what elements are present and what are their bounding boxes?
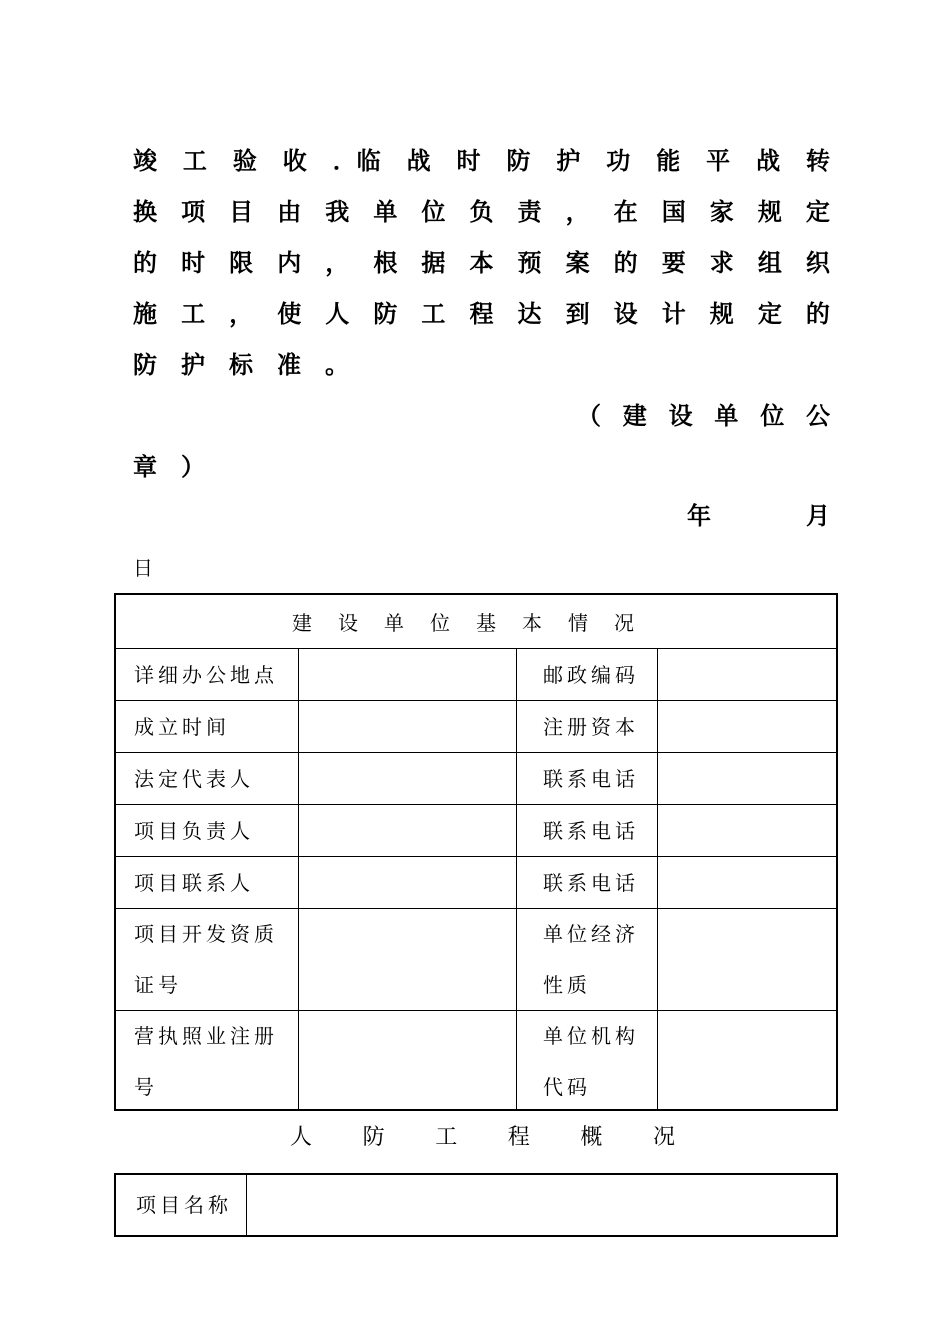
paragraph-char: 到 bbox=[565, 299, 590, 328]
seal-char: 位 bbox=[760, 401, 785, 430]
paragraph-char: 目 bbox=[229, 197, 254, 226]
paragraph-char: 国 bbox=[661, 197, 686, 226]
column-divider bbox=[298, 649, 299, 1109]
paragraph-char: 准 bbox=[277, 350, 301, 379]
section-title-char: 概 bbox=[580, 1125, 603, 1150]
paragraph-char: 战 bbox=[406, 146, 431, 175]
paragraph-char: 防 bbox=[373, 299, 398, 328]
paragraph-char: 据 bbox=[421, 248, 446, 277]
paragraph-char: 工 bbox=[182, 146, 207, 175]
paragraph-char: 家 bbox=[709, 197, 734, 226]
paragraph-char: ， bbox=[325, 248, 350, 277]
paragraph-char: 位 bbox=[421, 197, 446, 226]
project-overview-table bbox=[114, 1173, 838, 1237]
table-row bbox=[116, 804, 836, 856]
right-label: 单位机构代码 bbox=[543, 1024, 639, 1099]
company-info-table bbox=[114, 593, 838, 1111]
paragraph-char: 的 bbox=[613, 248, 638, 277]
section-title bbox=[290, 1122, 675, 1154]
paragraph-char: 的 bbox=[805, 299, 830, 328]
seal-char: 单 bbox=[714, 401, 739, 430]
left-label: 项目负责人 bbox=[134, 819, 254, 843]
seal-char: （ bbox=[577, 401, 601, 430]
paragraph-char: 计 bbox=[661, 299, 686, 328]
paragraph-char: 。 bbox=[325, 350, 349, 379]
paragraph-char: 护 bbox=[181, 350, 205, 379]
paragraph-char: 预 bbox=[517, 248, 542, 277]
paragraph-line-3 bbox=[133, 247, 830, 279]
right-label: 联系电话 bbox=[543, 871, 639, 895]
date-month: 月 bbox=[806, 501, 830, 530]
paragraph-char: 验 bbox=[232, 146, 257, 175]
paragraph-char: ．临 bbox=[332, 146, 381, 175]
paragraph-char: 施 bbox=[133, 299, 157, 328]
right-label: 联系电话 bbox=[543, 819, 639, 843]
section-title-char: 况 bbox=[652, 1125, 675, 1150]
left-label: 营执照业注册号 bbox=[134, 1024, 278, 1099]
paragraph-line-2 bbox=[133, 196, 830, 228]
paragraph-char: 本 bbox=[469, 248, 494, 277]
paragraph-char: 收 bbox=[282, 146, 307, 175]
right-label: 单位经济性质 bbox=[543, 922, 639, 997]
table-row bbox=[116, 648, 836, 700]
paragraph-char: 使 bbox=[277, 299, 302, 328]
paragraph-char: 程 bbox=[469, 299, 494, 328]
left-label: 项目联系人 bbox=[134, 871, 254, 895]
paragraph-char: 平 bbox=[706, 146, 731, 175]
paragraph-char: 防 bbox=[506, 146, 531, 175]
section-title-char: 工 bbox=[435, 1125, 458, 1150]
left-label: 成立时间 bbox=[134, 715, 230, 739]
paragraph-char: 工 bbox=[421, 299, 446, 328]
paragraph-char: 内 bbox=[277, 248, 302, 277]
paragraph-char: 定 bbox=[757, 299, 782, 328]
paragraph-char: 求 bbox=[709, 248, 734, 277]
paragraph-char: 项 bbox=[181, 197, 206, 226]
paragraph-char: 标 bbox=[229, 350, 253, 379]
paragraph-char: 工 bbox=[181, 299, 206, 328]
paragraph-char: 功 bbox=[606, 146, 631, 175]
column-divider bbox=[516, 649, 517, 1109]
paragraph-char: 限 bbox=[229, 248, 254, 277]
project-name-label: 项目名称 bbox=[136, 1193, 232, 1217]
paragraph-char: 护 bbox=[556, 146, 581, 175]
paragraph-char: 定 bbox=[805, 197, 830, 226]
paragraph-char: 根 bbox=[373, 248, 398, 277]
paragraph-char: 责 bbox=[517, 197, 542, 226]
paragraph-char: 要 bbox=[661, 248, 686, 277]
table-row bbox=[116, 700, 836, 752]
right-label: 注册资本 bbox=[543, 715, 639, 739]
paragraph-char: 转 bbox=[805, 146, 830, 175]
paragraph-char: 达 bbox=[517, 299, 542, 328]
seal-tail: 章） bbox=[133, 452, 229, 481]
paragraph-char: ， bbox=[565, 197, 590, 226]
section-title-char: 程 bbox=[507, 1125, 530, 1150]
seal-char: 设 bbox=[668, 401, 693, 430]
paragraph-char: 竣 bbox=[133, 146, 157, 175]
paragraph-char: 战 bbox=[756, 146, 781, 175]
section-title-char: 防 bbox=[362, 1125, 385, 1150]
left-label: 项目开发资质证号 bbox=[134, 922, 278, 997]
paragraph-char: 换 bbox=[133, 197, 157, 226]
paragraph-char: 规 bbox=[709, 299, 734, 328]
column-divider bbox=[657, 649, 658, 1109]
paragraph-line-1 bbox=[133, 145, 830, 177]
right-label: 联系电话 bbox=[543, 767, 639, 791]
seal-line bbox=[577, 400, 830, 432]
table-title: 建设单位基本情况 bbox=[292, 611, 660, 635]
left-label: 法定代表人 bbox=[134, 767, 254, 791]
section-title-char: 人 bbox=[290, 1125, 313, 1150]
paragraph-char: 我 bbox=[325, 197, 350, 226]
table-row bbox=[116, 908, 836, 1010]
paragraph-char: 在 bbox=[613, 197, 638, 226]
right-label: 邮政编码 bbox=[543, 663, 639, 687]
paragraph-char: 负 bbox=[469, 197, 494, 226]
date-day: 日 bbox=[133, 556, 153, 580]
paragraph-char: 时 bbox=[181, 248, 206, 277]
table-row bbox=[116, 1010, 836, 1112]
paragraph-char: 由 bbox=[277, 197, 302, 226]
table-row bbox=[116, 752, 836, 804]
paragraph-char: 织 bbox=[805, 248, 830, 277]
paragraph-char: 规 bbox=[757, 197, 782, 226]
paragraph-line-4 bbox=[133, 298, 830, 330]
date-year: 年 bbox=[687, 501, 711, 530]
paragraph-char: 人 bbox=[325, 299, 350, 328]
paragraph-char: 防 bbox=[133, 350, 157, 379]
left-label: 详细办公地点 bbox=[134, 663, 278, 687]
table-row bbox=[116, 856, 836, 908]
column-divider bbox=[246, 1175, 247, 1235]
paragraph-char: 案 bbox=[565, 248, 590, 277]
paragraph-char: ， bbox=[229, 299, 254, 328]
paragraph-line-5 bbox=[133, 349, 830, 381]
paragraph-char: 的 bbox=[133, 248, 157, 277]
paragraph-char: 单 bbox=[373, 197, 398, 226]
seal-char: 公 bbox=[805, 401, 830, 430]
paragraph-char: 设 bbox=[613, 299, 638, 328]
seal-char: 建 bbox=[622, 401, 647, 430]
paragraph-char: 时 bbox=[456, 146, 481, 175]
paragraph-char: 能 bbox=[656, 146, 681, 175]
paragraph-char: 组 bbox=[757, 248, 782, 277]
